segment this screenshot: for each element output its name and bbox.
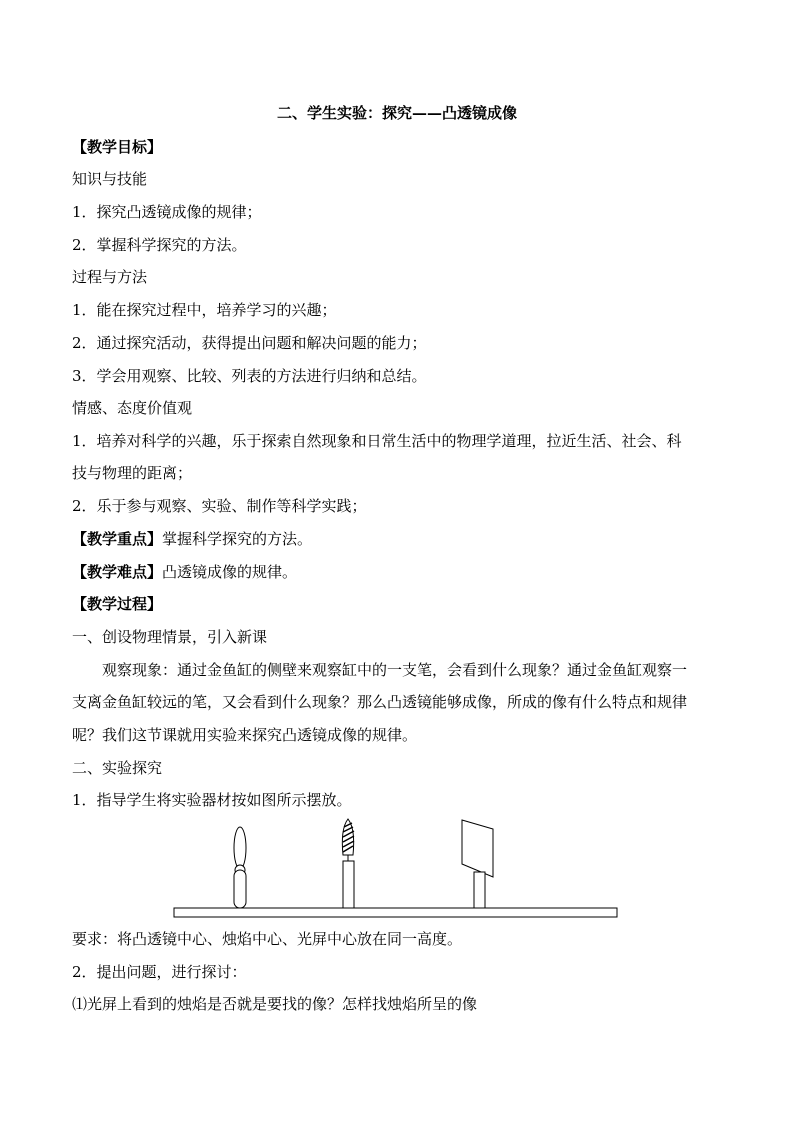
candle <box>342 819 354 908</box>
optical-bench <box>174 908 617 917</box>
difficulty <box>72 562 297 582</box>
process-item-3: 3．学会用观察、比较、列表的方法进行归纳和总结。 <box>72 367 427 385</box>
knowledge-heading: 知识与技能 <box>72 170 148 188</box>
process-heading: 过程与方法 <box>72 268 148 286</box>
emotion-item-2: 2．乐于参与观察、实验、制作等科学实践； <box>72 497 367 515</box>
objectives-heading: 【教学目标】 <box>72 138 163 156</box>
section1-para-line-3: 呢？我们这节课就用实验来探究凸透镜成像的规律。 <box>72 726 418 744</box>
key-point <box>72 529 312 549</box>
convex-lens <box>234 827 246 908</box>
knowledge-item-1: 1．探究凸透镜成像的规律； <box>72 203 262 221</box>
key-point-text: 掌握科学探究的方法。 <box>162 530 313 548</box>
emotion-item-1-line-1: 1．培养对科学的兴趣，乐于探索自然现象和日常生活中的物理学道理，拉近生活、社会、科 <box>72 432 682 450</box>
key-point-label: 【教学重点】 <box>72 530 163 548</box>
knowledge-item-2: 2．掌握科学探究的方法。 <box>72 236 247 254</box>
optical-bench-diagram <box>170 815 622 921</box>
process-item-2: 2．通过探究活动，获得提出问题和解决问题的能力； <box>72 334 427 352</box>
section2-question-1: ⑴光屏上看到的烛焰是否就是要找的像？怎样找烛焰所呈的像 <box>72 995 478 1013</box>
emotion-heading: 情感、态度价值观 <box>72 399 193 417</box>
difficulty-text: 凸透镜成像的规律。 <box>162 563 298 581</box>
section2-step-2: 2．提出问题，进行探讨： <box>72 963 247 981</box>
page-title: 二、学生实验：探究——凸透镜成像 <box>276 104 517 122</box>
section2-step-1: 1．指导学生将实验器材按如图所示摆放。 <box>72 791 352 809</box>
emotion-item-1-line-2: 技与物理的距离； <box>72 464 193 482</box>
section2-heading: 二、实验探究 <box>72 759 163 777</box>
process-section-heading: 【教学过程】 <box>72 595 163 613</box>
difficulty-label: 【教学难点】 <box>72 563 163 581</box>
process-item-1: 1．能在探究过程中，培养学习的兴趣； <box>72 301 337 319</box>
section1-para-line-2: 支离金鱼缸较远的笔，又会看到什么现象？那么凸透镜能够成像，所成的像有什么特点和规律 <box>72 693 688 711</box>
section2-requirement: 要求：将凸透镜中心、烛焰中心、光屏中心放在同一高度。 <box>72 930 463 948</box>
section1-para-line-1: 观察现象：通过金鱼缸的侧壁来观察缸中的一支笔，会看到什么现象？通过金鱼缸观察一 <box>102 661 688 679</box>
light-screen <box>462 820 493 908</box>
section1-heading: 一、创设物理情景，引入新课 <box>72 628 268 646</box>
